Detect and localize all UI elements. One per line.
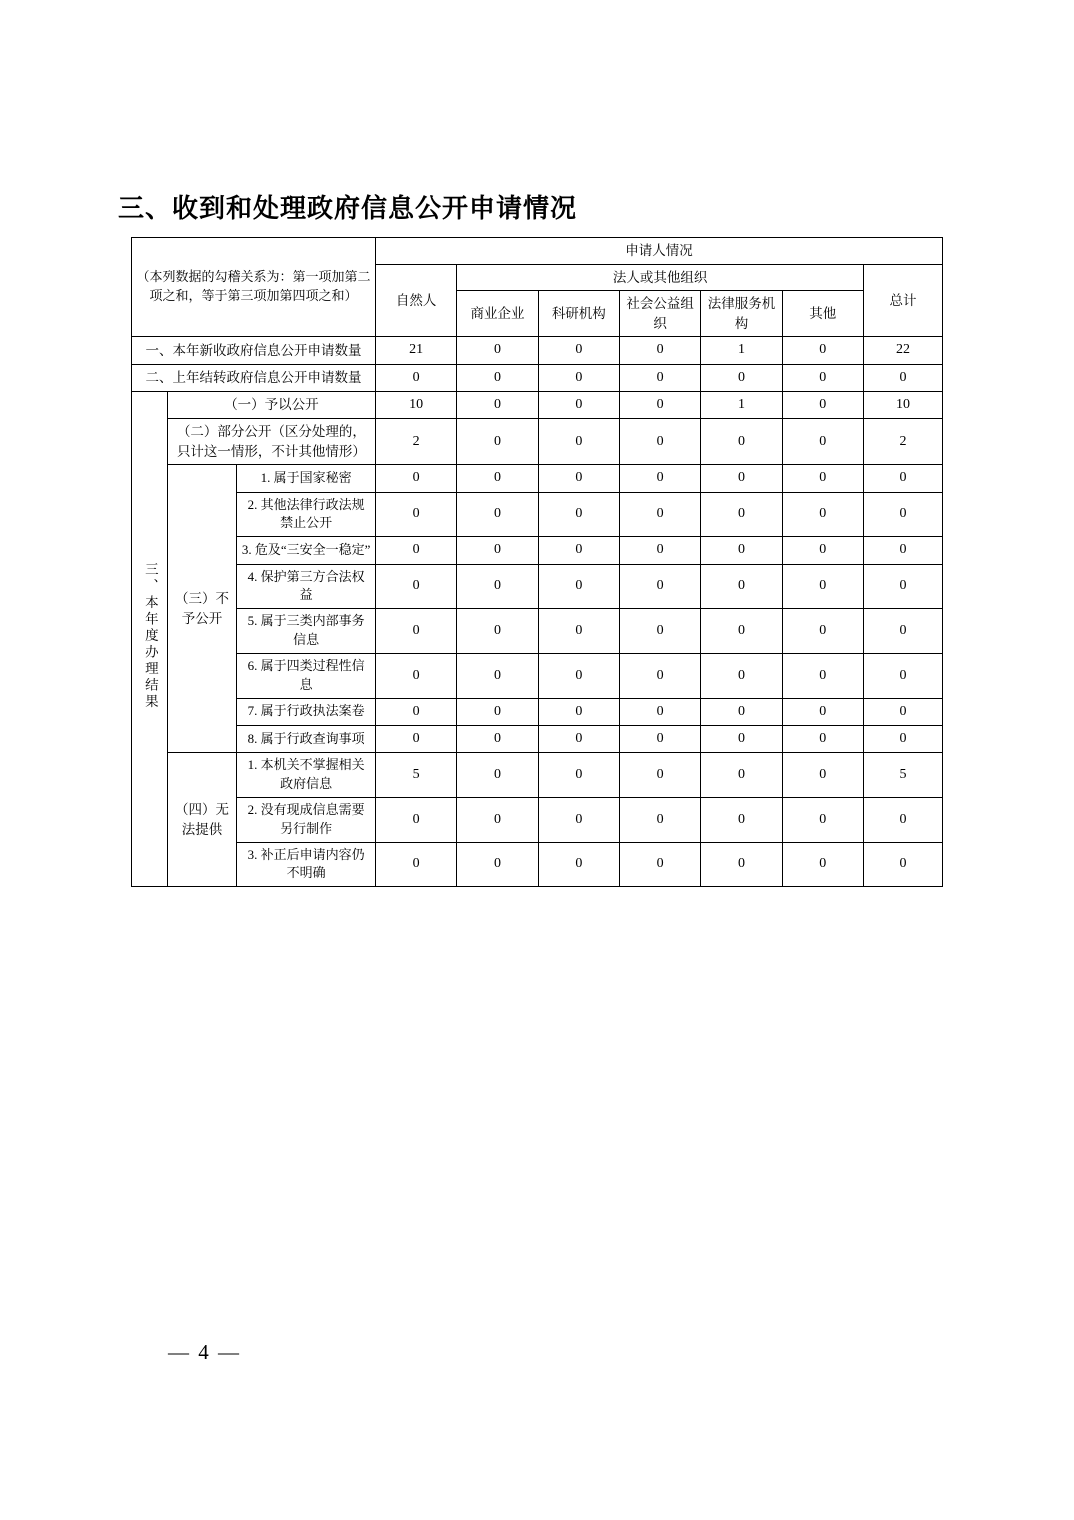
- cell-value: 0: [457, 842, 538, 887]
- cell-value: 0: [538, 564, 619, 609]
- row-label-disclosed: （一）予以公开: [167, 391, 375, 418]
- cell-value: 0: [863, 725, 942, 752]
- cell-value: 0: [863, 465, 942, 492]
- item-label: 1. 属于国家秘密: [237, 465, 376, 492]
- cell-value: 2: [376, 419, 457, 465]
- cell-value: 0: [376, 537, 457, 564]
- cell-value: 0: [863, 653, 942, 698]
- cell-value: 0: [701, 725, 782, 752]
- item-label: 5. 属于三类内部事务信息: [237, 609, 376, 654]
- cell-value: 0: [701, 419, 782, 465]
- cell-value: 0: [782, 391, 863, 418]
- cell-value: 0: [538, 797, 619, 842]
- total-header: 总计: [863, 264, 942, 337]
- applicant-group-header: 申请人情况: [376, 238, 943, 265]
- cell-value: 0: [376, 842, 457, 887]
- table-row: [132, 391, 943, 418]
- cell-value: 0: [457, 364, 538, 391]
- subheader-legal-service: 法律服务机构: [701, 291, 782, 337]
- cell-value: 0: [863, 364, 942, 391]
- note-cell: （本列数据的勾稽关系为：第一项加第二项之和，等于第三项加第四项之和）: [132, 238, 376, 337]
- cell-value: 0: [619, 725, 700, 752]
- cell-value: 0: [782, 753, 863, 798]
- cell-value: 0: [619, 391, 700, 418]
- page-title: 三、收到和处理政府信息公开申请情况: [118, 194, 578, 224]
- row-label-partially-disclosed: （二）部分公开（区分处理的，只计这一情形，不计其他情形）: [167, 419, 375, 465]
- cell-value: 0: [863, 564, 942, 609]
- cell-value: 0: [538, 725, 619, 752]
- cell-value: 0: [538, 465, 619, 492]
- cell-value: 0: [619, 842, 700, 887]
- cell-value: 0: [863, 609, 942, 654]
- cell-value: 0: [701, 753, 782, 798]
- table-row: [132, 419, 943, 465]
- cell-value: 0: [619, 337, 700, 364]
- cell-value: 0: [538, 842, 619, 887]
- cell-value: 10: [376, 391, 457, 418]
- cell-value: 0: [457, 609, 538, 654]
- cell-value: 0: [782, 419, 863, 465]
- row-label-new-applications: 一、本年新收政府信息公开申请数量: [132, 337, 376, 364]
- item-label: 7. 属于行政执法案卷: [237, 698, 376, 725]
- natural-person-header: 自然人: [376, 264, 457, 337]
- section-label-annual-results: 三、本年度办理结果: [132, 391, 168, 886]
- cell-value: 0: [538, 492, 619, 537]
- table-row: [132, 465, 943, 492]
- table-row: [132, 337, 943, 364]
- table-header-row-1: [132, 238, 943, 265]
- cell-value: 0: [782, 537, 863, 564]
- cell-value: 0: [538, 537, 619, 564]
- subheader-research: 科研机构: [538, 291, 619, 337]
- cell-value: 0: [619, 419, 700, 465]
- cell-value: 0: [782, 364, 863, 391]
- cell-value: 0: [538, 419, 619, 465]
- cell-value: 0: [782, 653, 863, 698]
- cell-value: 0: [619, 698, 700, 725]
- item-label: 3. 危及“三安全一稳定”: [237, 537, 376, 564]
- cell-value: 0: [701, 564, 782, 609]
- subheader-other: 其他: [782, 291, 863, 337]
- cell-value: 10: [863, 391, 942, 418]
- cell-value: 0: [376, 564, 457, 609]
- cell-value: 0: [619, 492, 700, 537]
- cell-value: 0: [863, 842, 942, 887]
- cell-value: 1: [701, 391, 782, 418]
- cell-value: 0: [701, 609, 782, 654]
- cell-value: 0: [701, 698, 782, 725]
- cell-value: 0: [701, 492, 782, 537]
- cell-value: 0: [376, 725, 457, 752]
- cell-value: 0: [782, 609, 863, 654]
- cell-value: 0: [538, 653, 619, 698]
- subheader-public-welfare: 社会公益组织: [619, 291, 700, 337]
- cell-value: 0: [457, 419, 538, 465]
- cell-value: 0: [457, 653, 538, 698]
- cell-value: 0: [782, 465, 863, 492]
- item-label: 2. 其他法律行政法规禁止公开: [237, 492, 376, 537]
- cell-value: 0: [376, 653, 457, 698]
- cell-value: 0: [457, 391, 538, 418]
- group-label-unable-to-provide: （四）无法提供: [167, 753, 236, 887]
- table-row: [132, 537, 943, 564]
- table-row: [132, 753, 943, 798]
- item-label: 1. 本机关不掌握相关政府信息: [237, 753, 376, 798]
- cell-value: 0: [457, 797, 538, 842]
- cell-value: 0: [782, 564, 863, 609]
- cell-value: 0: [538, 391, 619, 418]
- cell-value: 5: [376, 753, 457, 798]
- cell-value: 0: [376, 364, 457, 391]
- cell-value: 0: [457, 537, 538, 564]
- table-row: [132, 564, 943, 609]
- cell-value: 0: [863, 492, 942, 537]
- cell-value: 0: [701, 653, 782, 698]
- cell-value: 0: [782, 492, 863, 537]
- cell-value: 0: [376, 609, 457, 654]
- item-label: 8. 属于行政查询事项: [237, 725, 376, 752]
- cell-value: 0: [863, 797, 942, 842]
- cell-value: 5: [863, 753, 942, 798]
- cell-value: 0: [538, 337, 619, 364]
- cell-value: 0: [457, 725, 538, 752]
- cell-value: 0: [538, 753, 619, 798]
- cell-value: 0: [701, 537, 782, 564]
- table-row: [132, 842, 943, 887]
- cell-value: 0: [619, 537, 700, 564]
- cell-value: 22: [863, 337, 942, 364]
- cell-value: 0: [863, 698, 942, 725]
- cell-value: 0: [538, 364, 619, 391]
- cell-value: 0: [782, 725, 863, 752]
- cell-value: 0: [782, 698, 863, 725]
- item-label: 6. 属于四类过程性信息: [237, 653, 376, 698]
- cell-value: 0: [457, 492, 538, 537]
- cell-value: 1: [701, 337, 782, 364]
- item-label: 3. 补正后申请内容仍不明确: [237, 842, 376, 887]
- cell-value: 0: [701, 364, 782, 391]
- cell-value: 21: [376, 337, 457, 364]
- cell-value: 0: [457, 698, 538, 725]
- legal-person-group-header: 法人或其他组织: [457, 264, 864, 291]
- cell-value: 0: [619, 364, 700, 391]
- cell-value: 0: [376, 492, 457, 537]
- cell-value: 0: [457, 465, 538, 492]
- cell-value: 0: [457, 753, 538, 798]
- table-row: [132, 725, 943, 752]
- item-label: 2. 没有现成信息需要另行制作: [237, 797, 376, 842]
- cell-value: 0: [619, 609, 700, 654]
- cell-value: 0: [376, 698, 457, 725]
- cell-value: 0: [457, 337, 538, 364]
- cell-value: 0: [376, 797, 457, 842]
- cell-value: 0: [457, 564, 538, 609]
- table-row: [132, 492, 943, 537]
- table-row: [132, 609, 943, 654]
- cell-value: 0: [782, 337, 863, 364]
- table-row: [132, 698, 943, 725]
- cell-value: 0: [538, 609, 619, 654]
- cell-value: 0: [782, 842, 863, 887]
- cell-value: 0: [619, 564, 700, 609]
- cell-value: 0: [376, 465, 457, 492]
- page-number: — 4 —: [168, 1340, 241, 1364]
- item-label: 4. 保护第三方合法权益: [237, 564, 376, 609]
- cell-value: 0: [701, 797, 782, 842]
- cell-value: 0: [619, 465, 700, 492]
- table-row: [132, 653, 943, 698]
- cell-value: 2: [863, 419, 942, 465]
- cell-value: 0: [538, 698, 619, 725]
- application-statistics-table: [131, 237, 943, 887]
- group-label-not-disclosed: （三）不予公开: [167, 465, 236, 753]
- table-row: [132, 797, 943, 842]
- table-row: [132, 364, 943, 391]
- cell-value: 0: [701, 842, 782, 887]
- subheader-commercial: 商业企业: [457, 291, 538, 337]
- cell-value: 0: [701, 465, 782, 492]
- cell-value: 0: [782, 797, 863, 842]
- cell-value: 0: [619, 653, 700, 698]
- cell-value: 0: [619, 753, 700, 798]
- cell-value: 0: [619, 797, 700, 842]
- cell-value: 0: [863, 537, 942, 564]
- row-label-carryover-applications: 二、上年结转政府信息公开申请数量: [132, 364, 376, 391]
